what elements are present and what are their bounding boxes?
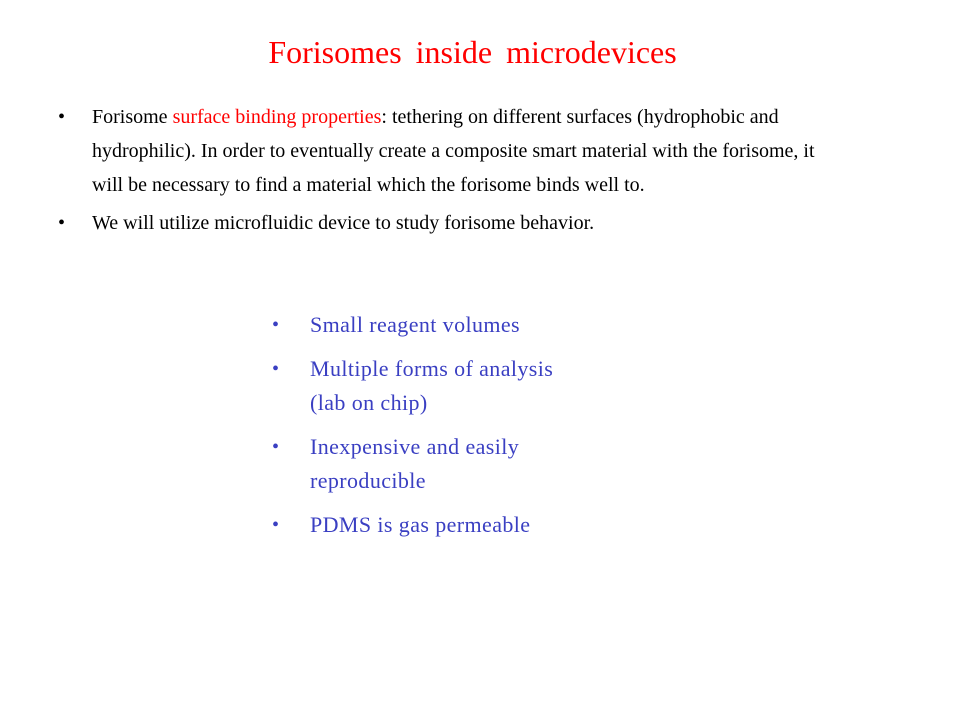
main-bullet-text: We will utilize microfluidic device to study forisome behavior. — [92, 212, 595, 234]
sub-bullet-marker: • — [272, 436, 280, 458]
bullet-marker: • — [58, 106, 66, 128]
sub-bullet-item — [272, 308, 652, 342]
sub-bullet-text-continuation: reproducible — [310, 468, 426, 493]
sub-bullet-item — [272, 430, 652, 498]
sub-bullet-marker: • — [272, 314, 280, 336]
sub-bullet-text-continuation: (lab on chip) — [310, 390, 428, 415]
highlighted-phrase: surface binding properties — [172, 106, 382, 128]
sub-bullet-text: Multiple forms of analysis — [310, 356, 554, 381]
main-bullet-item — [58, 206, 858, 240]
main-bullet-item — [58, 100, 858, 202]
main-bullet-list — [58, 100, 858, 240]
sub-bullet-text: Small reagent volumes — [310, 312, 521, 337]
main-bullet-text — [92, 100, 832, 202]
sub-bullet-text: PDMS is gas permeable — [310, 512, 531, 537]
sub-bullet-list — [272, 308, 652, 542]
bullet-text-suffix: : tethering on different surfaces (hydrophobic and hydrophilic). In order to eventually create a composite smart material with the forisome, it will be necessary to find a material which the forisome binds well to. — [92, 106, 815, 196]
sub-bullet-text: Inexpensive and easily — [310, 434, 520, 459]
bullet-text-prefix: Forisome — [92, 106, 173, 128]
sub-bullet-item — [272, 508, 652, 542]
sub-bullet-item — [272, 352, 652, 420]
sub-bullet-marker: • — [272, 358, 280, 380]
bullet-marker: • — [58, 212, 66, 234]
slide-title: Forisomes inside microdevices — [268, 34, 677, 70]
sub-bullet-marker: • — [272, 514, 280, 536]
